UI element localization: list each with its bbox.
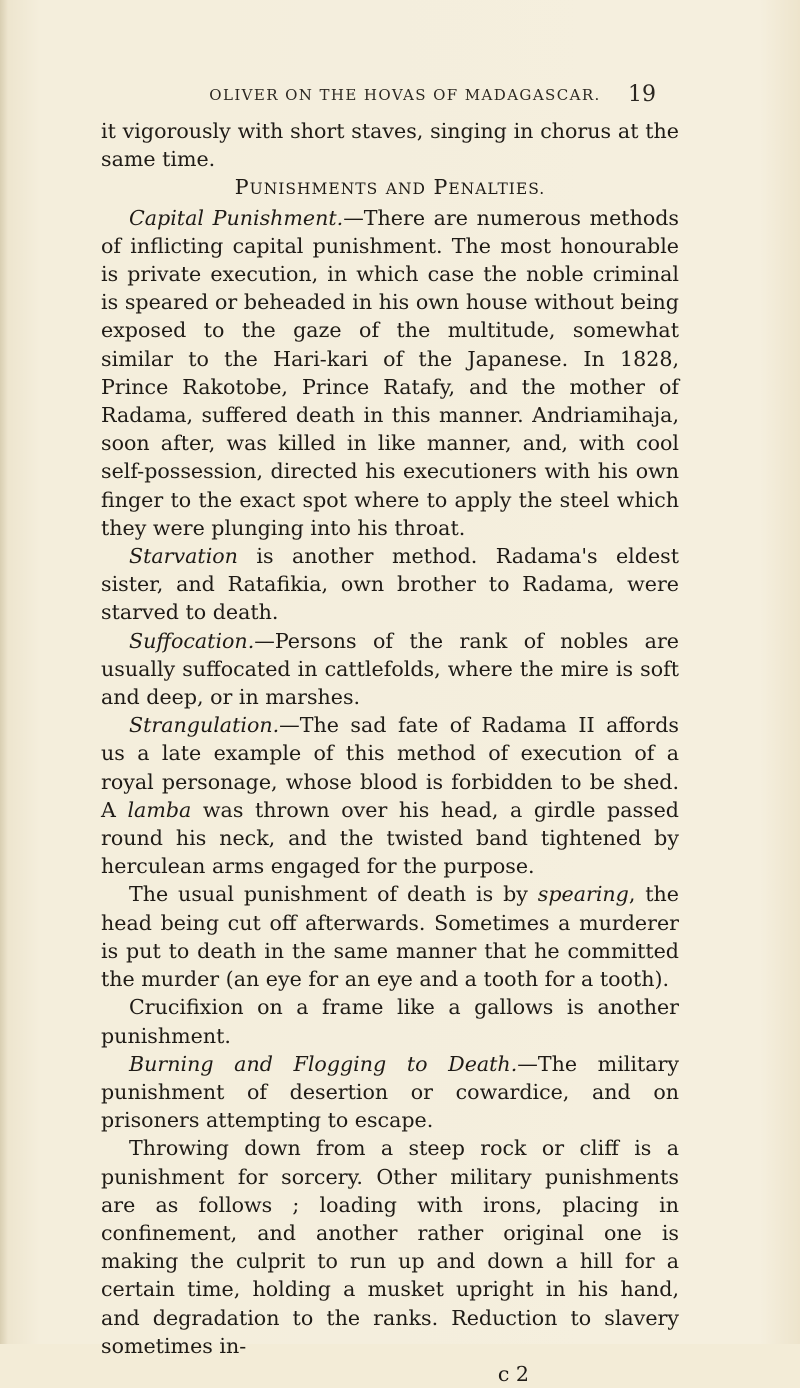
term-capital-punishment: Capital Punishment.: [129, 205, 344, 230]
heading-initial-2: P: [433, 175, 449, 200]
paragraph-burning-flogging: [101, 1050, 679, 1135]
term-strangulation: Strangulation.: [129, 713, 280, 738]
term-suffocation: Suffocation.: [129, 628, 255, 653]
paragraph-starvation: [101, 542, 679, 627]
heading-word-2: ENALTIES.: [448, 180, 546, 199]
text-strangulation-a: —The sad fate of Radama II affords us a late example of this method of execution of a royal personage, whose blood is forbidden to be shed. A: [101, 713, 679, 822]
heading-word-1: UNISHMENTS: [249, 180, 379, 199]
text-starvation: is another method. Radama's eldest sister, and Ratafikia, own brother to Radama, were starved to death.: [101, 544, 679, 625]
heading-initial-1: P: [234, 175, 250, 200]
page-number: 19: [628, 82, 656, 107]
paragraph-suffocation: [101, 627, 679, 712]
text-spearing-b: , the head being cut off afterwards. Sometimes a murderer is put to death in the same manner that he committed the murder (an eye for an eye and a tooth for a tooth).: [101, 882, 679, 992]
text-strangulation-b: was thrown over his head, a girdle passed round his neck, and the twisted band tightened by herculean arms engaged for the purpose.: [101, 797, 679, 879]
section-heading: [101, 173, 679, 203]
text-capital-punishment: —There are numerous methods of inflicting capital punishment. The most honourable is private execution, in which case the noble criminal is speared or beheaded in his own house without being exposed to the gaze of the multitude, somewhat similar to the Hari-kari of the Japanese. In 1828, Prince Rakotobe, Prince Ratafy, and the mother of Radama, suffered death in this manner. Andriamihaja, soon after, was killed in like manner, and, with cool self-possession, directed his executioners with his own finger to the exact spot where to apply the steel which they were plunging into his throat.: [101, 205, 679, 540]
term-lamba: lamba: [127, 797, 192, 822]
running-header: OLIVER ON THE HOVAS OF MADAGASCAR.: [209, 86, 601, 104]
term-starvation: Starvation: [129, 544, 238, 569]
page-gutter-shadow: [0, 0, 8, 1344]
paragraph-capital-punishment: [101, 204, 679, 542]
heading-word-and: AND: [385, 180, 426, 199]
paragraph-strangulation: [101, 711, 679, 880]
term-burning-flogging: Burning and Flogging to Death.: [129, 1051, 518, 1076]
paragraph-spearing: [101, 880, 679, 993]
signature-mark: c 2: [497, 1361, 529, 1386]
text-burning-flogging: —The military punishment of desertion or cowardice, and on prisoners attempting to escape.: [101, 1051, 679, 1133]
page-body-text: [101, 117, 679, 1388]
paragraph-crucifixion: Crucifixion on a frame like a gallows is another punishment.: [101, 995, 679, 1048]
text-spearing-a: The usual punishment of death is by: [129, 882, 538, 907]
continuation-paragraph: it vigorously with short staves, singing in chorus at the same time.: [101, 119, 679, 172]
term-spearing: spearing: [537, 882, 629, 907]
text-suffocation: —Persons of the rank of nobles are usually suffocated in cattlefolds, where the mire is soft and deep, or in marshes.: [101, 628, 679, 710]
paragraph-throwing: Throwing down from a steep rock or cliff is a punishment for sorcery. Other military punishments are as follows ; loading with irons, placing in confinement, and another rather original one is making the culprit to run up and down a hill for a certain time, holding a musket upright in his hand, and degradation to the ranks. Reduction to slavery sometimes in-: [101, 1136, 679, 1358]
